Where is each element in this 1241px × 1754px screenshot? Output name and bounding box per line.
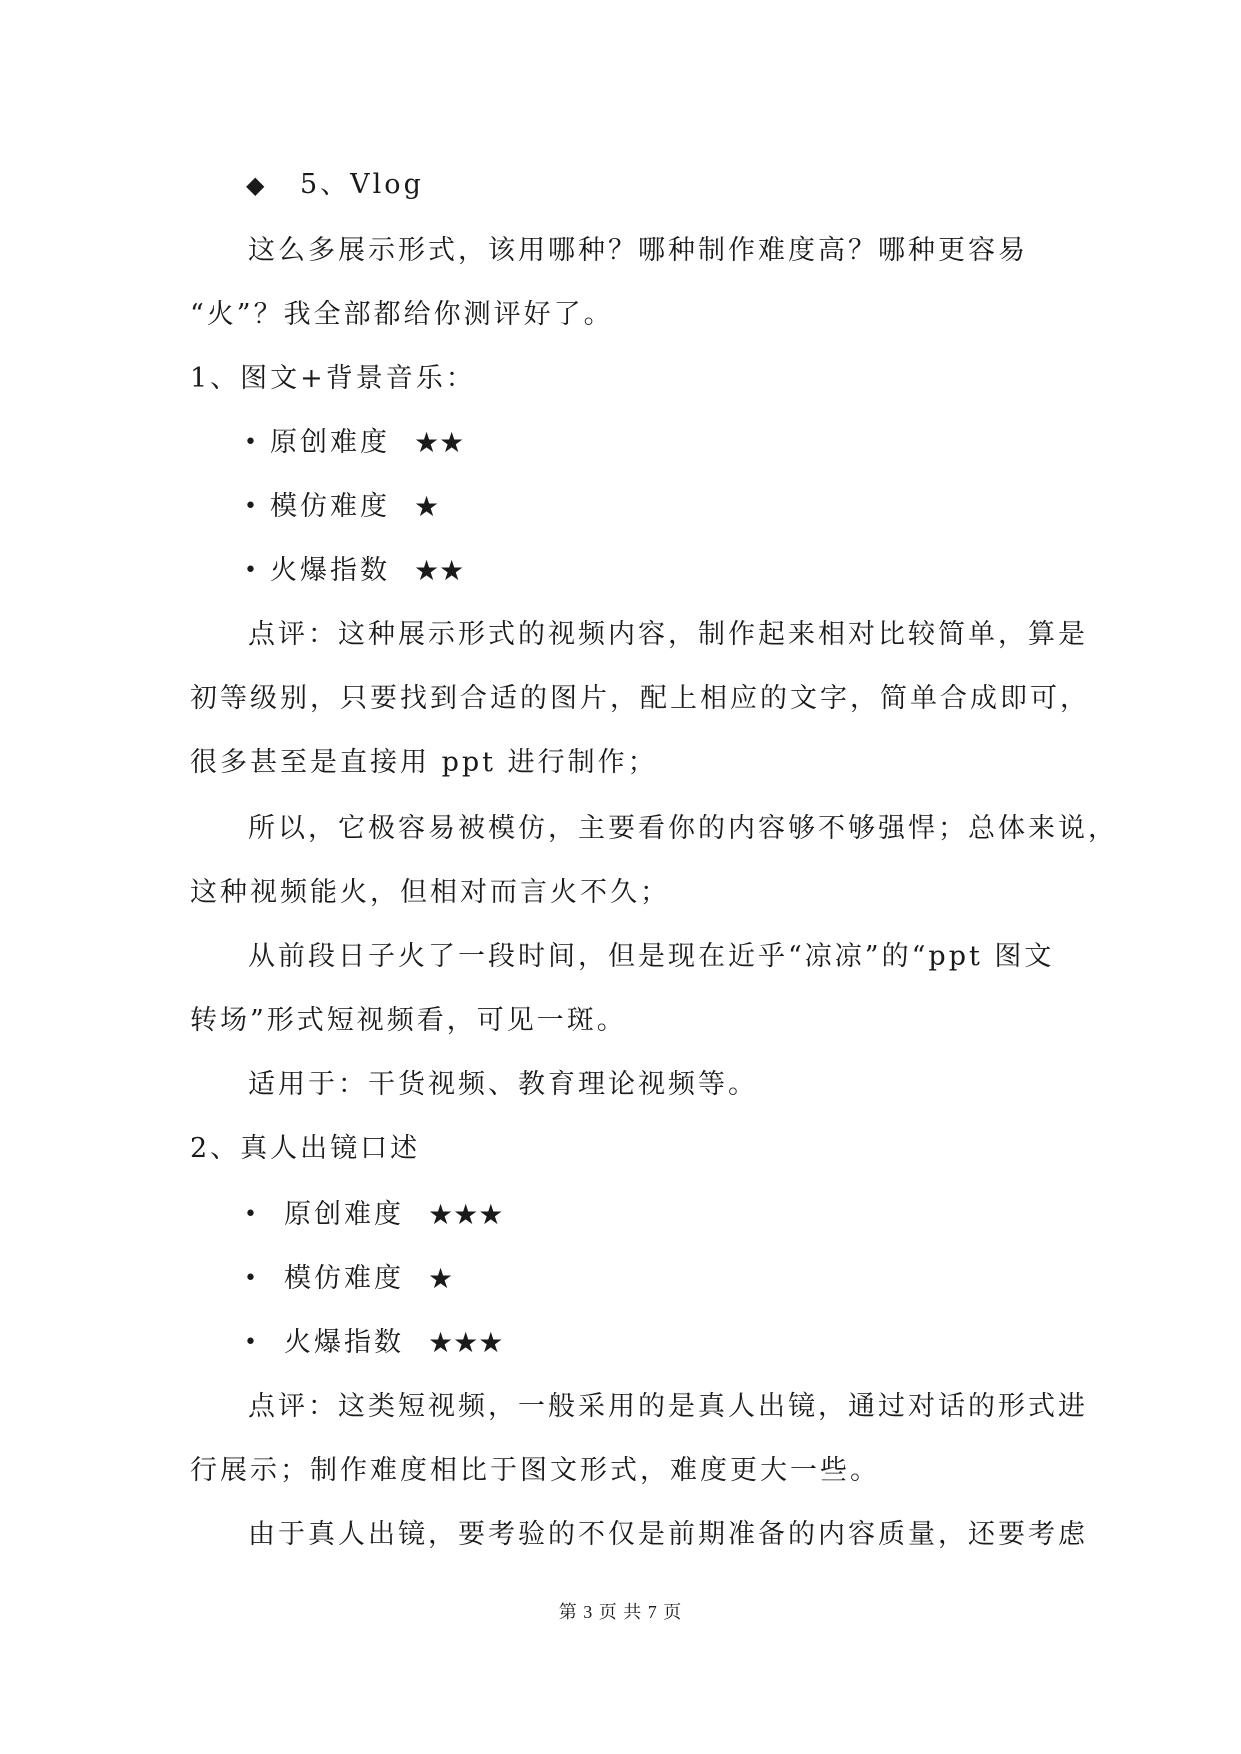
- paragraph-line: 点评：这类短视频，一般采用的是真人出镜，通过对话的形式进: [248, 1391, 1088, 1422]
- rating-stars: ★: [428, 1262, 454, 1295]
- rating-stars: ★★: [414, 554, 465, 587]
- rating-label: 火爆指数: [270, 555, 390, 586]
- paragraph-line: 转场”形式短视频看，可见一斑。: [190, 1005, 627, 1036]
- rating-label: 火爆指数: [284, 1327, 404, 1358]
- rating-stars: ★★★: [428, 1326, 504, 1359]
- list-item-vlog: 5、Vlog: [300, 169, 424, 200]
- paragraph-line: “火”？我全部都给你测评好了。: [190, 299, 614, 330]
- bullet-dot-icon: •: [244, 494, 257, 519]
- bullet-dot-icon: •: [244, 1330, 257, 1355]
- rating-label: 原创难度: [284, 1199, 404, 1230]
- section-heading-2: 2、真人出镜口述: [190, 1133, 421, 1164]
- paragraph-line: 这么多展示形式，该用哪种？哪种制作难度高？哪种更容易: [248, 235, 1028, 266]
- paragraph-line: 很多甚至是直接用 ppt 进行制作；: [190, 747, 658, 778]
- diamond-bullet-icon: ◆: [246, 171, 265, 199]
- rating-label: 模仿难度: [270, 491, 390, 522]
- paragraph-line: 从前段日子火了一段时间，但是现在近乎“凉凉”的“ppt 图文: [248, 941, 1055, 972]
- bullet-dot-icon: •: [244, 1266, 257, 1291]
- paragraph-line: 行展示；制作难度相比于图文形式，难度更大一些。: [190, 1455, 880, 1486]
- bullet-dot-icon: •: [244, 430, 257, 455]
- paragraph-line: 所以，它极容易被模仿，主要看你的内容够不够强悍；总体来说，: [248, 813, 1118, 844]
- paragraph-line: 由于真人出镜，要考验的不仅是前期准备的内容质量，还要考虑: [248, 1519, 1088, 1550]
- section-heading-1: 1、图文+背景音乐：: [190, 363, 476, 394]
- paragraph-line: 这种视频能火，但相对而言火不久；: [190, 877, 670, 908]
- paragraph-line: 适用于：干货视频、教育理论视频等。: [248, 1069, 758, 1100]
- bullet-dot-icon: •: [244, 558, 257, 583]
- rating-label: 模仿难度: [284, 1263, 404, 1294]
- rating-stars: ★: [414, 490, 440, 523]
- paragraph-line: 初等级别，只要找到合适的图片，配上相应的文字，简单合成即可，: [190, 683, 1090, 714]
- rating-stars: ★★: [414, 426, 465, 459]
- page-number-footer: 第 3 页 共 7 页: [558, 1602, 683, 1622]
- paragraph-line: 点评：这种展示形式的视频内容，制作起来相对比较简单，算是: [248, 619, 1088, 650]
- bullet-dot-icon: •: [244, 1202, 257, 1227]
- rating-stars: ★★★: [428, 1198, 504, 1231]
- rating-label: 原创难度: [270, 427, 390, 458]
